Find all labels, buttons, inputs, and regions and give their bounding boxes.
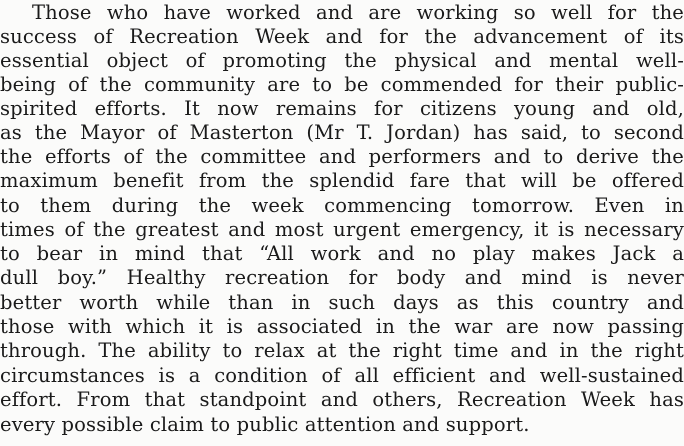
article-line: being of the community are to be commended for their public- xyxy=(0,73,684,96)
article-line: times of the greatest and most urgent emergency, it is necessary xyxy=(0,218,684,241)
article-line: as the Mayor of Masterton (Mr T. Jordan) has said, to second xyxy=(0,121,684,144)
article-line: to them during the week commencing tomorrow. Even in xyxy=(0,194,684,217)
article-line: maximum benefit from the splendid fare that will be offered xyxy=(0,169,684,192)
article-line: effort. From that standpoint and others, Recreation Week has xyxy=(0,388,684,411)
article-line: through. The ability to relax at the right time and in the right xyxy=(0,339,684,362)
article-line: the efforts of the committee and performers and to derive the xyxy=(0,145,684,168)
article-line: better worth while than in such days as this country and xyxy=(0,291,684,314)
article-line: spirited efforts. It now remains for citizens young and old, xyxy=(0,97,684,120)
article-line: dull boy.” Healthy recreation for body and mind is never xyxy=(0,266,684,289)
article-line: to bear in mind that “All work and no play makes Jack a xyxy=(0,242,684,265)
article-line: Those who have worked and are working so well for the xyxy=(32,1,684,24)
article-line: those with which it is associated in the war are now passing xyxy=(0,315,684,338)
article-line: success of Recreation Week and for the advancement of its xyxy=(0,25,684,48)
article-line: every possible claim to public attention and support. xyxy=(0,413,530,436)
article-line: essential object of promoting the physical and mental well- xyxy=(0,49,684,72)
article-line: circumstances is a condition of all efficient and well-sustained xyxy=(0,364,684,387)
